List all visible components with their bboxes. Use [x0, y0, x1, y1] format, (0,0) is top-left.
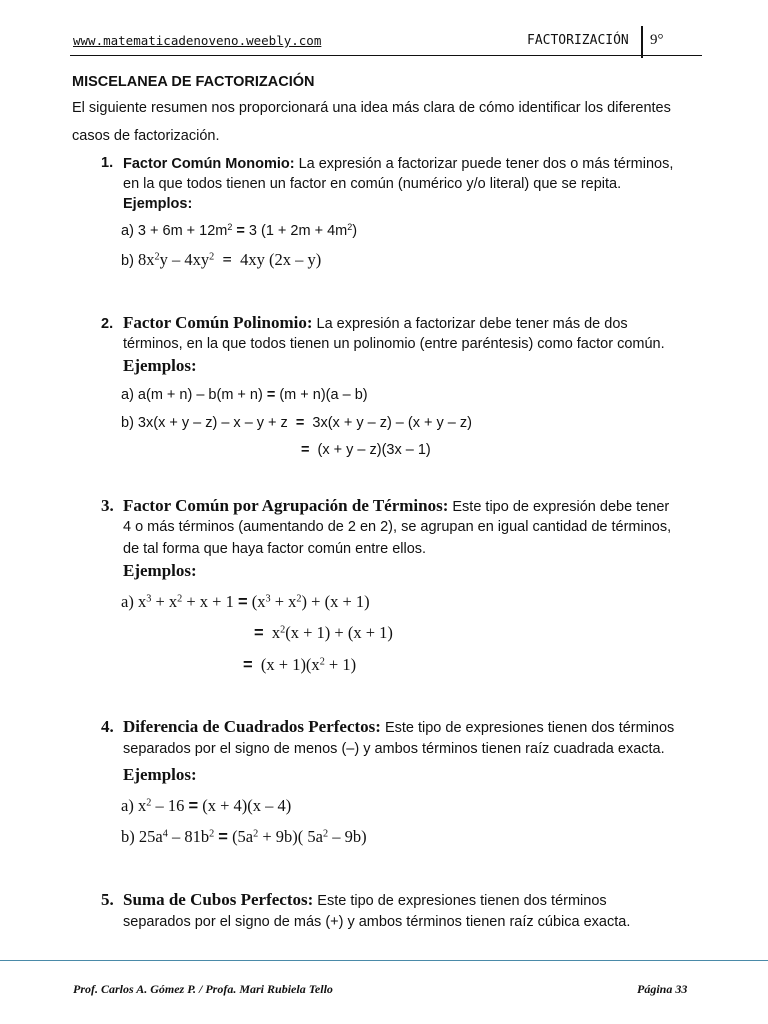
item-1-number: 1. [101, 155, 114, 171]
item-1-examples-label: Ejemplos: [123, 196, 193, 212]
item-1-text-2: en la que todos tienen un factor en común (numérico y/o literal) que se repita. [123, 176, 622, 192]
header-grade: 9° [650, 32, 664, 48]
item-3-example-a-line3: = $(x + 1)(x^2 + 1)$ [243, 655, 357, 674]
item-3-title: Factor Común por Agrupación de Términos: [123, 496, 449, 515]
footer-page-number: Página 33 [637, 982, 688, 996]
header-topic: FACTORIZACIÓN [527, 33, 629, 48]
header-rule [70, 55, 702, 56]
item-1-text-1: La expresión a factorizar puede tener dos o más términos, [298, 156, 674, 172]
page-title: MISCELANEA DE FACTORIZACIÓN [72, 74, 315, 90]
item-2-examples-label: Ejemplos: [123, 356, 197, 375]
footer-authors: Prof. Carlos A. Gómez P. / Profa. Mari Rubiela Tello [73, 982, 333, 996]
item-3-first-line [123, 496, 669, 516]
item-4-number: 4. [101, 717, 114, 736]
intro-line-1: El siguiente resumen nos proporcionará una idea más clara de cómo identificar los diferentes [72, 100, 671, 116]
item-5-number: 5. [101, 890, 114, 909]
item-2-text-1: La expresión a factorizar debe tener más de dos [316, 316, 628, 332]
footer-rule [0, 960, 768, 961]
item-1-example-a: a) $3 + 6m + 12m^2 = 3$ $(1 + 2m + 4m^2)$ [121, 222, 358, 239]
item-2-text-2: términos, en la que todos tienen un polinomio (entre paréntesis) como factor común. [123, 336, 665, 352]
header-url[interactable]: www.matematicadenoveno.weebly.com [73, 33, 322, 48]
item-2-title: Factor Común Polinomio: [123, 313, 313, 332]
item-4-title: Diferencia de Cuadrados Perfectos: [123, 717, 381, 736]
item-4-text-1: Este tipo de expresiones tienen dos términos [384, 720, 675, 736]
item-2-example-b-line2: = (x + y – z)(3x – 1) [301, 442, 431, 458]
item-1-example-b: b) $8x^2y - 4xy^2 = 4xy$ (2x – y) [121, 250, 322, 269]
item-1-first-line [123, 155, 673, 173]
header-divider [641, 26, 643, 58]
item-4-example-a: a) $x^2 - 16 = (x + 4)(x - 4)$ [121, 796, 292, 815]
item-3-number: 3. [101, 496, 114, 515]
item-4-example-b: b) $25a^4 - 81b^2 = (5a^2 + 9b)$( $5a^2 - 9b$) [121, 827, 367, 846]
item-4-first-line [123, 717, 674, 737]
item-1-title: Factor Común Monomio: [123, 156, 295, 172]
item-3-text-2: 4 o más términos (aumentando de 2 en 2), se agrupan en igual cantidad de términos, [123, 519, 672, 535]
item-5-text-2: separados por el signo de más (+) y ambos términos tienen raíz cúbica exacta. [123, 914, 631, 930]
intro-line-2: casos de factorización. [72, 128, 220, 144]
item-3-example-a-line2: = $x^2(x + 1) + (x + 1)$ [254, 623, 393, 642]
item-5-text-1: Este tipo de expresiones tienen dos términos [317, 893, 607, 909]
item-3-text-1: Este tipo de expresión debe tener [452, 499, 670, 515]
item-5-first-line [123, 890, 607, 910]
item-3-examples-label: Ejemplos: [123, 561, 197, 580]
item-2-example-a: a) a(m + n) – b(m + n) = (m + n)(a – b) [121, 387, 368, 403]
item-4-examples-label: Ejemplos: [123, 765, 197, 784]
item-3-example-a-line1: a) $x^3 + x^2 + x + 1 = (x^3 + x^2) + (x + 1)$ [121, 592, 370, 611]
item-5-title: Suma de Cubos Perfectos: [123, 890, 314, 909]
item-4-text-2: separados por el signo de menos (–) y ambos términos tienen raíz cuadrada exacta. [123, 741, 665, 757]
item-2-first-line [123, 313, 628, 333]
item-3-text-3: de tal forma que haya factor común entre ellos. [123, 541, 427, 557]
item-2-example-b-line1: b) 3x(x + y – z) – x – y + z = 3x(x + y – z) – (x + y – z) [121, 415, 472, 431]
item-2-number: 2. [101, 316, 114, 332]
